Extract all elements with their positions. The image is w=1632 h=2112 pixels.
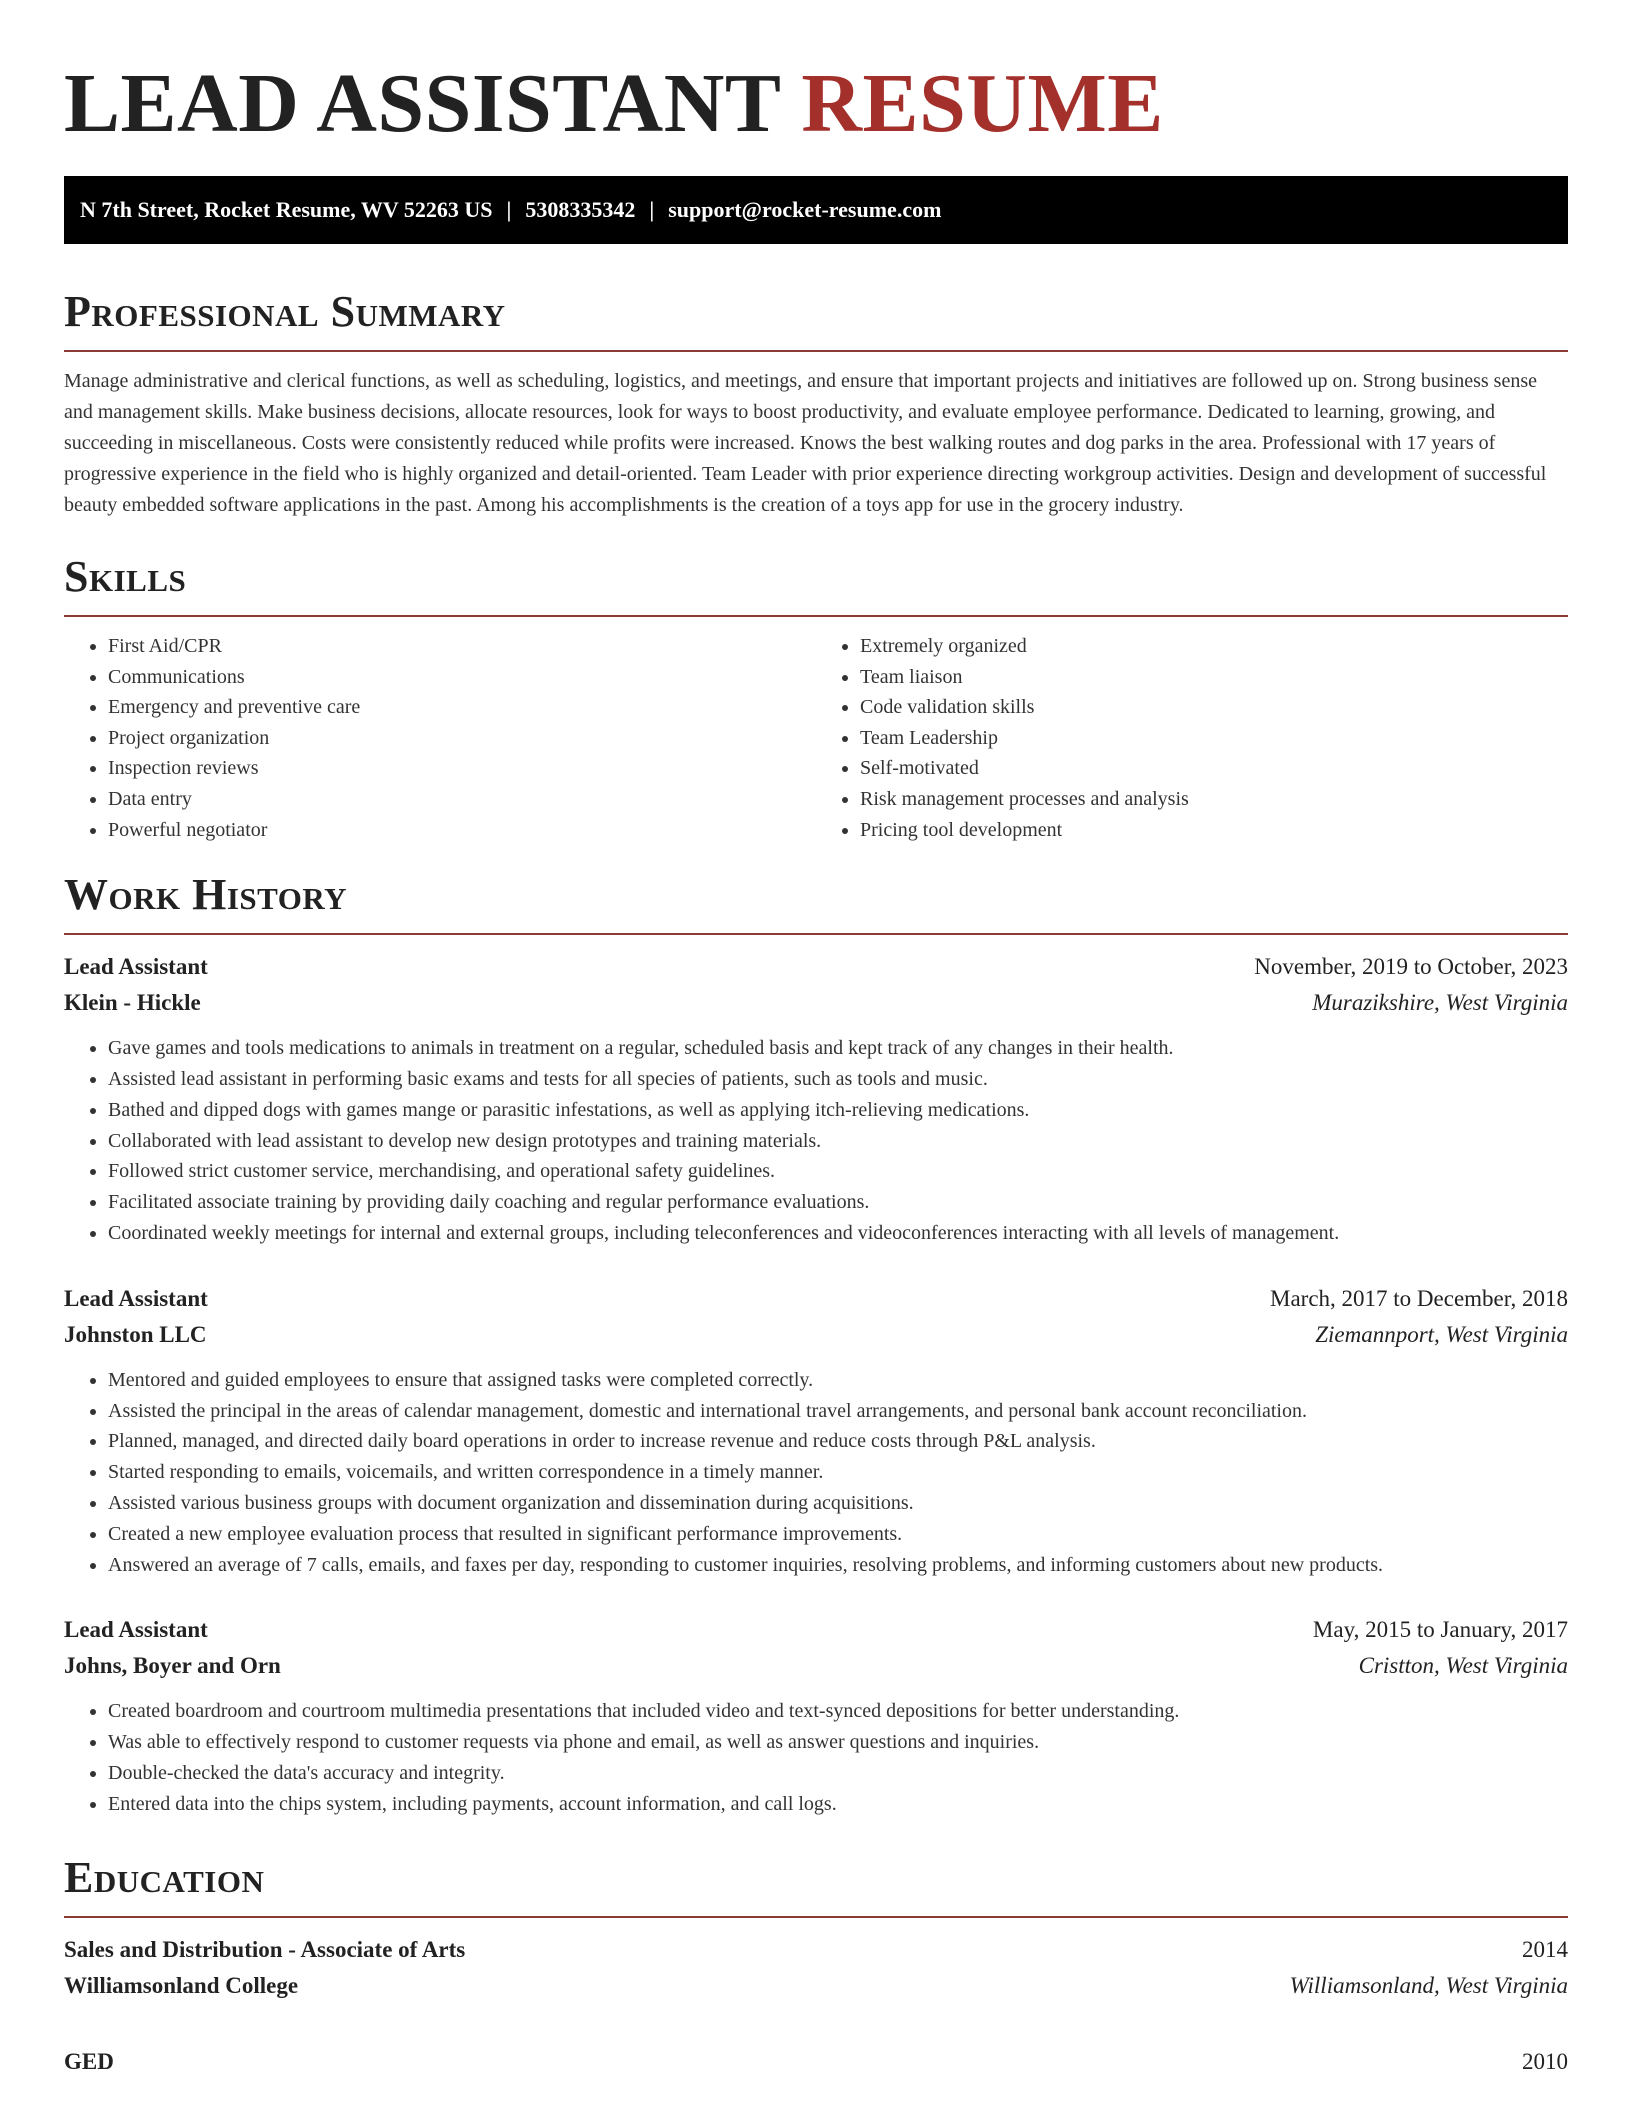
job-bullet: • Assisted various business groups with document organization and dissemination during acquisitions. — [108, 1488, 1568, 1519]
job-header-row — [64, 1281, 1568, 1317]
skills-list-left — [64, 631, 816, 845]
contact-separator: | — [506, 197, 512, 222]
job-location: Cristton, West Virginia — [1358, 1653, 1568, 1679]
job-title: Lead Assistant — [64, 954, 208, 980]
education-header-row — [64, 2044, 1568, 2080]
job-bullet: • Facilitated associate training by providing daily coaching and regular performance evaluations. — [108, 1187, 1568, 1218]
job-title: Lead Assistant — [64, 1617, 208, 1643]
job-company-row — [64, 985, 1568, 1021]
skill-item: • Project organization — [108, 723, 816, 754]
job-company-row — [64, 1317, 1568, 1353]
job-header-row — [64, 1612, 1568, 1648]
section-divider — [64, 350, 1568, 352]
skill-item: • Code validation skills — [860, 692, 1568, 723]
skill-item: • Communications — [108, 662, 816, 693]
section-heading-summary: Professional Summary — [64, 287, 506, 336]
education-header-row — [64, 1932, 1568, 1968]
contact-separator: | — [649, 197, 655, 222]
section-divider — [64, 615, 1568, 617]
job-bullet: • Answered an average of 7 calls, emails, and faxes per day, responding to customer inquiries, resolving problems, and informing customers about new products. — [108, 1550, 1568, 1581]
skill-item: • Emergency and preventive care — [108, 692, 816, 723]
job-bullet: • Started responding to emails, voicemails, and written correspondence in a timely manner. — [108, 1457, 1568, 1488]
job-bullet: • Created a new employee evaluation process that resulted in significant performance improvements. — [108, 1519, 1568, 1550]
job-location: Murazikshire, West Virginia — [1312, 990, 1568, 1016]
skill-item: • Self-motivated — [860, 753, 1568, 784]
skill-item: • Data entry — [108, 784, 816, 815]
job-bullet: • Assisted lead assistant in performing basic exams and tests for all species of patients, such as tools and music. — [108, 1064, 1568, 1095]
section-heading-work-history: Work History — [64, 870, 348, 920]
job-header-row — [64, 949, 1568, 985]
job-bullet: • Gave games and tools medications to animals in treatment on a regular, scheduled basis and kept track of any changes in their health. — [108, 1033, 1568, 1064]
contact-address: N 7th Street, Rocket Resume, WV 52263 US — [80, 197, 493, 222]
education-entry — [64, 1932, 1568, 2004]
section-divider — [64, 933, 1568, 935]
education-year: 2010 — [1522, 2048, 1568, 2074]
skill-item: • Inspection reviews — [108, 753, 816, 784]
job-dates: March, 2017 to December, 2018 — [1270, 1285, 1568, 1311]
skill-item: • Extremely organized — [860, 631, 1568, 662]
skill-item: • Pricing tool development — [860, 815, 1568, 846]
skill-item: • Risk management processes and analysis — [860, 784, 1568, 815]
contact-bar — [64, 176, 1568, 244]
professional-summary-section — [64, 286, 1568, 521]
skills-list-right — [816, 631, 1568, 845]
section-heading-education: Education — [64, 1852, 265, 1902]
education-degree: Sales and Distribution - Associate of Arts — [64, 1936, 466, 1962]
job-bullet: • Bathed and dipped dogs with games mange or parasitic infestations, as well as applying itch-relieving medications. — [108, 1095, 1568, 1126]
job-bullet: • Coordinated weekly meetings for internal and external groups, including teleconferences and videoconferences interacting with all levels of management. — [108, 1218, 1568, 1249]
title-main: LEAD ASSISTANT — [64, 57, 780, 150]
job-entry — [64, 1281, 1568, 1581]
job-bullet: • Double-checked the data's accuracy and integrity. — [108, 1758, 1568, 1789]
contact-phone[interactable]: 5308335342 — [525, 197, 636, 222]
job-bullet: • Was able to effectively respond to customer requests via phone and email, as well as answer questions and inquiries. — [108, 1727, 1568, 1758]
education-school-row — [64, 1968, 1568, 2004]
job-company: Klein - Hickle — [64, 990, 201, 1016]
summary-text: Manage administrative and clerical functions, as well as scheduling, logistics, and meetings, and ensure that important projects and initiatives are followed up on. Strong business sense and management skills. Make business decisions, allocate resources, look for ways to boost productivity, and evaluate employee performance. Dedicated to learning, growing, and succeeding in miscellaneous. Costs were consistently reduced while profits were increased. Knows the best walking routes and dog parks in the area. Professional with 17 years of progressive experience in the field who is highly organized and detail-oriented. Team Leader with prior experience directing workgroup activities. Design and development of successful beauty embedded software applications in the past. Among his accomplishments is the creation of a toys app for use in the grocery industry. — [64, 370, 1547, 516]
resume-title — [64, 56, 1568, 152]
job-bullets — [64, 1696, 1568, 1819]
job-bullets — [64, 1365, 1568, 1581]
job-location: Ziemannport, West Virginia — [1315, 1321, 1568, 1347]
job-bullet: • Entered data into the chips system, including payments, account information, and call logs. — [108, 1789, 1568, 1820]
skill-item: • Team Leadership — [860, 723, 1568, 754]
job-company: Johns, Boyer and Orn — [64, 1653, 281, 1679]
job-bullet: • Planned, managed, and directed daily board operations in order to increase revenue and reduce costs through P&L analysis. — [108, 1426, 1568, 1457]
education-section — [64, 1852, 1568, 2080]
job-entry — [64, 949, 1568, 1249]
contact-email[interactable]: support@rocket-resume.com — [668, 197, 942, 222]
job-bullet: • Followed strict customer service, merchandising, and operational safety guidelines. — [108, 1156, 1568, 1187]
job-bullet: • Created boardroom and courtroom multimedia presentations that included video and text-synced depositions for better understanding. — [108, 1696, 1568, 1727]
job-dates: November, 2019 to October, 2023 — [1254, 954, 1568, 980]
skills-section — [64, 551, 1568, 845]
title-accent: RESUME — [801, 57, 1164, 150]
education-degree: GED — [64, 2048, 114, 2074]
job-title: Lead Assistant — [64, 1285, 208, 1311]
job-dates: May, 2015 to January, 2017 — [1312, 1617, 1568, 1643]
job-bullet: • Mentored and guided employees to ensure that assigned tasks were completed correctly. — [108, 1365, 1568, 1396]
job-entry — [64, 1612, 1568, 1819]
job-bullet: • Assisted the principal in the areas of calendar management, domestic and international travel arrangements, and personal bank account reconciliation. — [108, 1396, 1568, 1427]
skill-item: • First Aid/CPR — [108, 631, 816, 662]
education-entry — [64, 2044, 1568, 2080]
job-company: Johnston LLC — [64, 1321, 207, 1347]
skill-item: • Team liaison — [860, 662, 1568, 693]
skills-grid — [64, 631, 1568, 845]
education-location: Williamsonland, West Virginia — [1289, 1972, 1568, 1998]
section-heading-skills: Skills — [64, 552, 187, 601]
job-company-row — [64, 1648, 1568, 1684]
work-history-section — [64, 869, 1568, 1819]
section-divider — [64, 1916, 1568, 1918]
job-bullets — [64, 1033, 1568, 1249]
education-school: Williamsonland College — [64, 1972, 299, 1998]
skill-item: • Powerful negotiator — [108, 815, 816, 846]
job-bullet: • Collaborated with lead assistant to develop new design prototypes and training materials. — [108, 1126, 1568, 1157]
education-year: 2014 — [1522, 1936, 1568, 1962]
